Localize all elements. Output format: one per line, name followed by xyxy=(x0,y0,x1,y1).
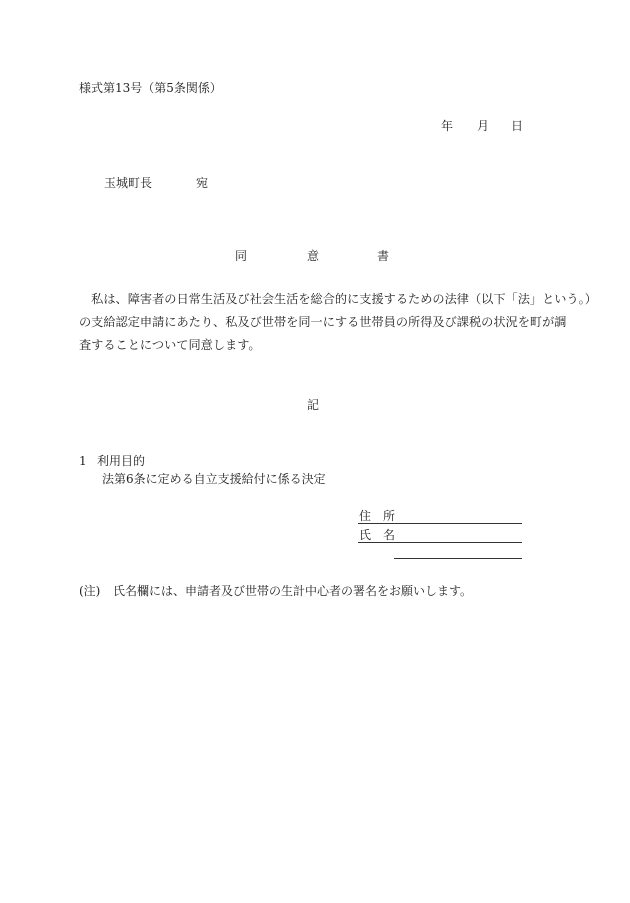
paragraph-line: 私は、障害者の日常生活及び社会生活を総合的に支援するための法律（以下「法」という。） xyxy=(79,292,597,306)
addressee-name: 玉城町長 xyxy=(104,176,153,190)
name-line xyxy=(358,542,522,543)
item-text: 法第6条に定める自立支援給付に係る決定 xyxy=(102,472,326,486)
addressee-honorific: 宛 xyxy=(196,176,209,190)
title-char-2: 意 xyxy=(307,249,320,263)
name-label: 氏 名 xyxy=(359,528,396,542)
ki-heading: 記 xyxy=(307,398,320,412)
item-number: 1 xyxy=(79,454,87,468)
title-char-3: 書 xyxy=(377,249,390,263)
item-heading: 利用目的 xyxy=(97,454,146,468)
extra-signature-line xyxy=(394,558,522,559)
date-month: 月 xyxy=(477,119,490,133)
consent-paragraph xyxy=(79,291,597,360)
paragraph-line: の支給認定申請にあたり、私及び世帯を同一にする世帯員の所得及び課税の状況を町が調 xyxy=(79,315,567,329)
paragraph-line: 査することについて同意します。 xyxy=(79,338,261,352)
form-number: 様式第13号（第5条関係） xyxy=(79,81,222,95)
address-line xyxy=(358,523,522,524)
title-char-1: 同 xyxy=(235,249,248,263)
date-day: 日 xyxy=(511,119,524,133)
address-label: 住 所 xyxy=(359,509,396,523)
date-year: 年 xyxy=(441,119,454,133)
note-label: (注) xyxy=(79,584,101,598)
note-text: 氏名欄には、申請者及び世帯の生計中心者の署名をお願いします。 xyxy=(113,584,473,598)
